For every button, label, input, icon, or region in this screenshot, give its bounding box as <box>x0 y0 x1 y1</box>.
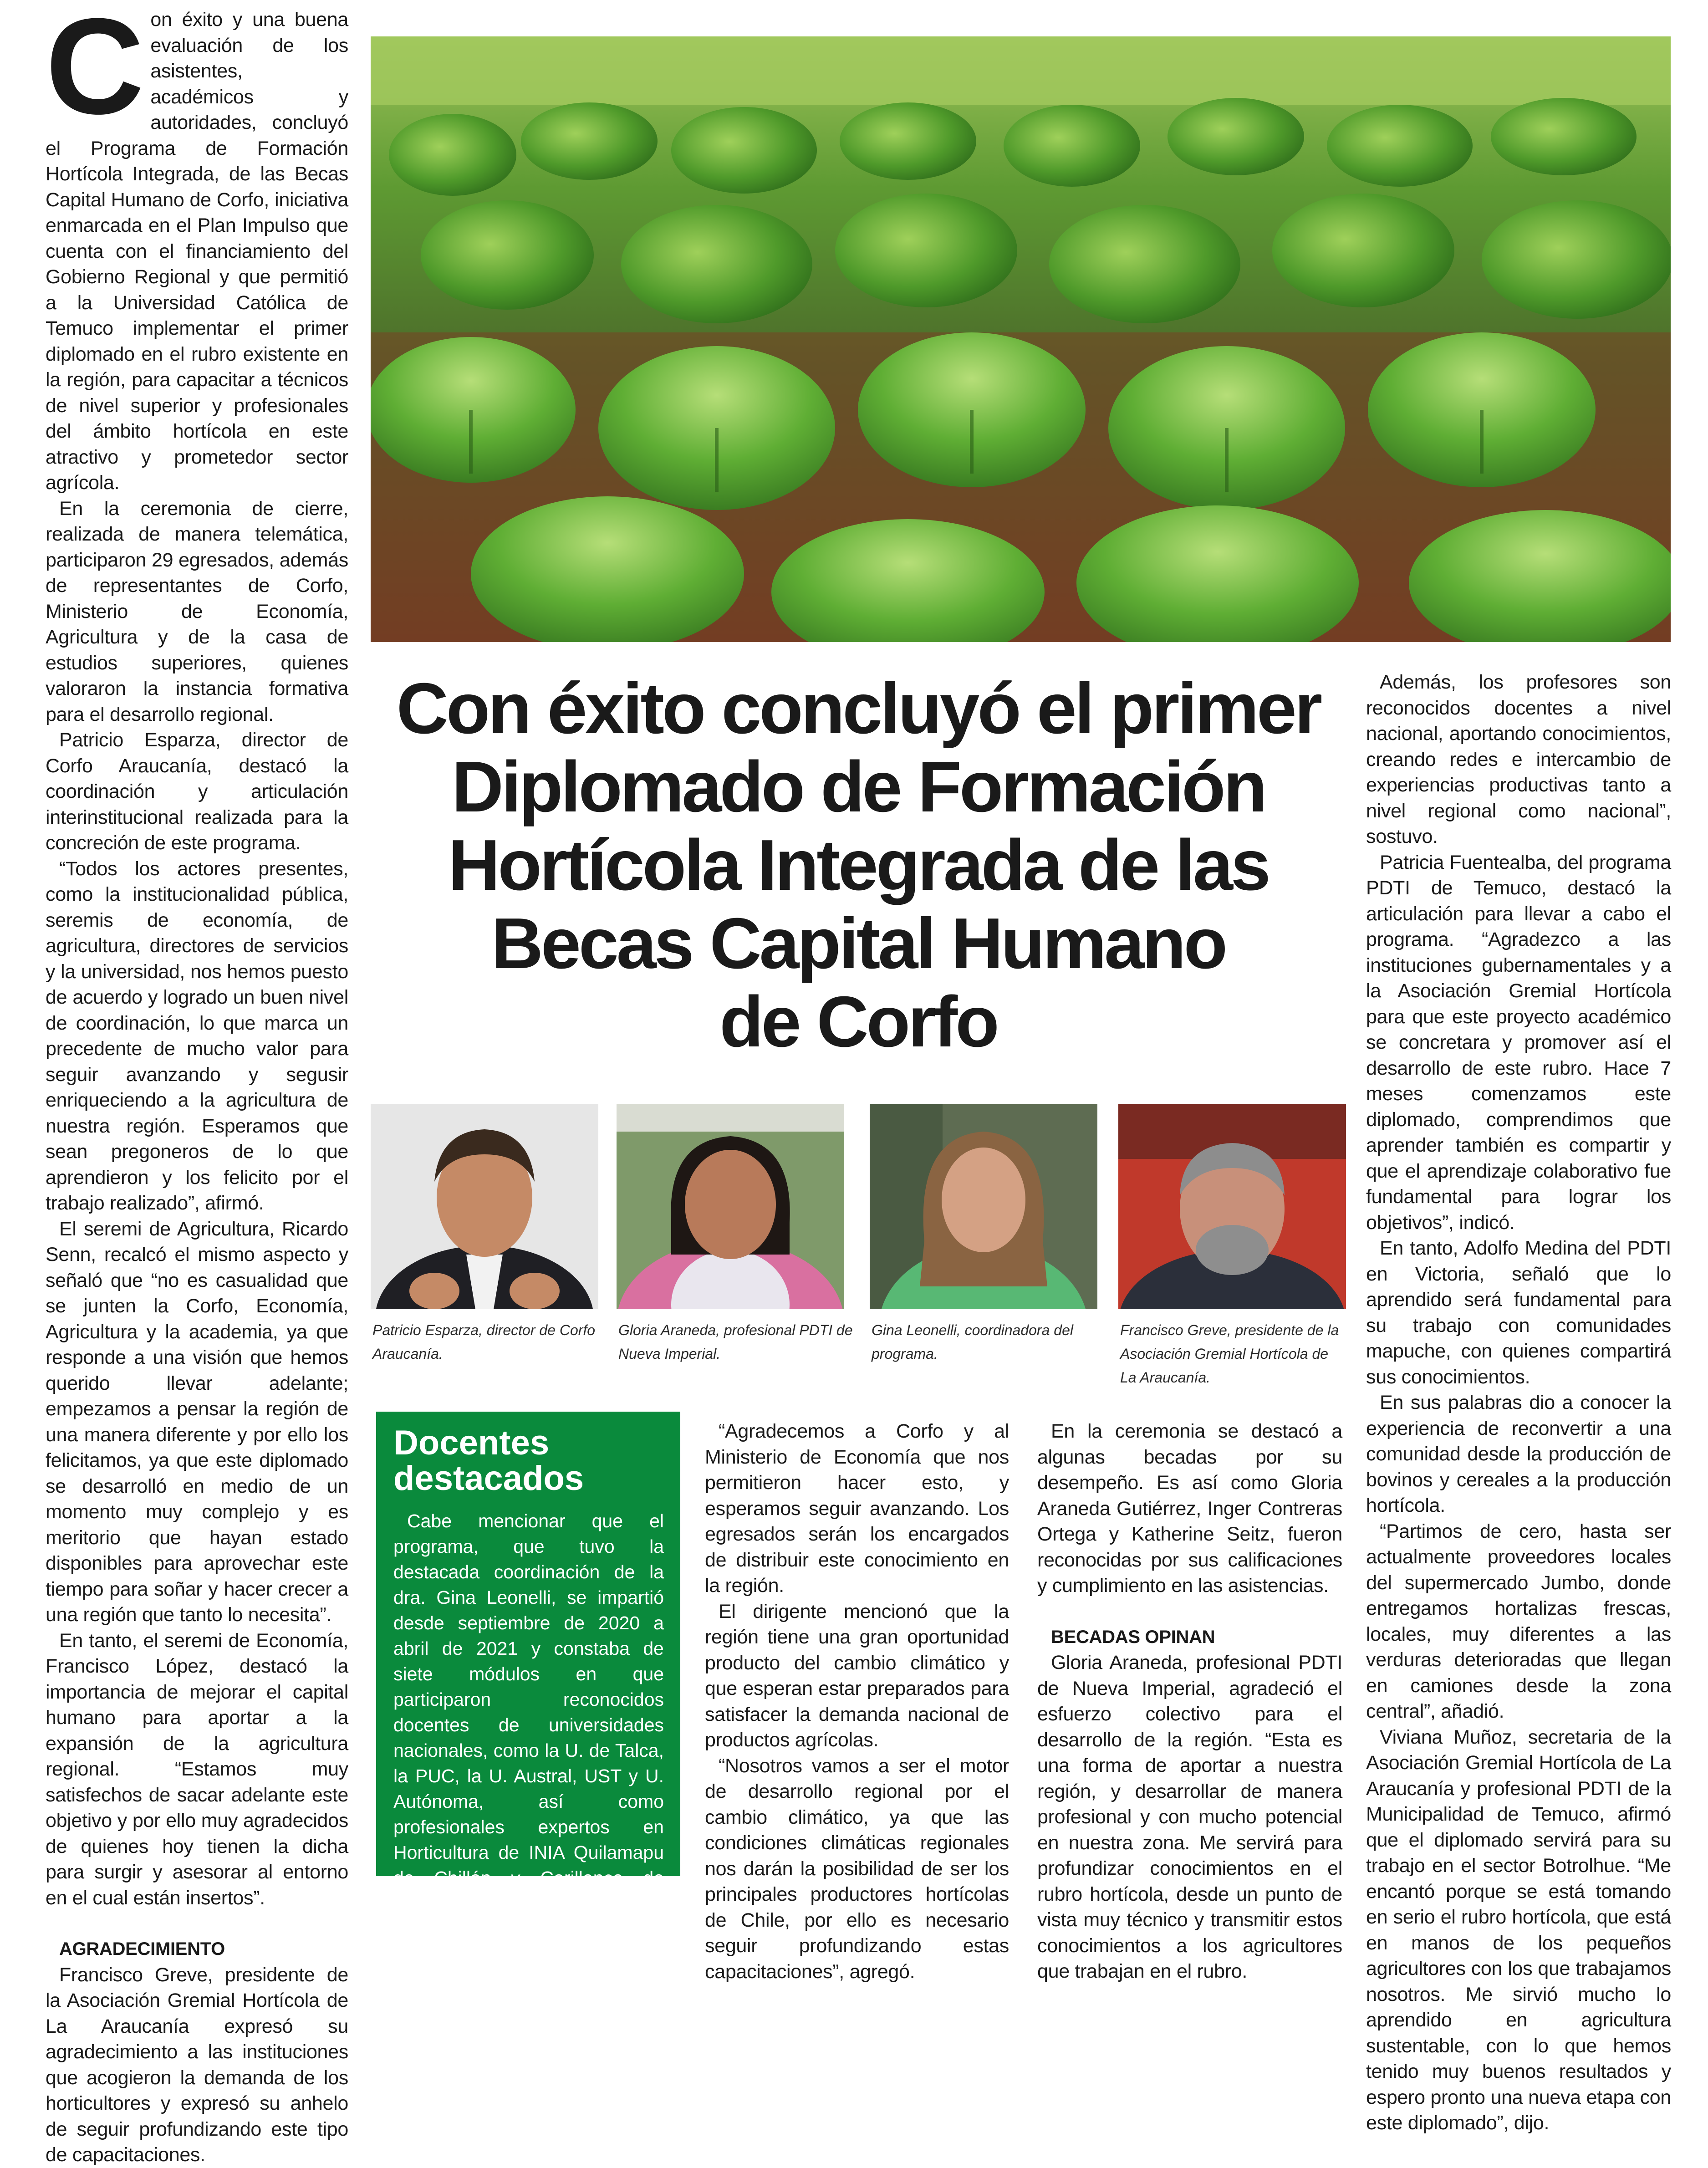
paragraph: El seremi de Agricultura, Ricardo Senn, recalcó el mismo aspecto y señaló que “no es casualidad que se junten la Corfo, Economía, Agricultura y la academia, ya que responde a una visión que hemos querido llevar adelante; empezamos a pensar la región de una manera diferente y por ello los felicitamos, ya que este diplomado se desarrolló en medio de un momento muy complejo y es meritorio que hayan estado disponibles para aprovechar este tiempo para soñar y hacer crecer a una región que tanto lo necesita”. <box>46 1218 348 1626</box>
paragraph: “Nosotros vamos a ser el motor de desarrollo regional por el cambio climático, ya que las condiciones climáticas regionales nos darán la posibilidad de ser los principales productores hortícolas de Chile, por ello es necesario seguir profundizando estas capacitaciones”, agregó. <box>705 1755 1009 1983</box>
paragraph: “Agradecemos a Corfo y al Ministerio de Economía que nos permitieron hacer esto, y esperamos seguir avanzando. Los egresados serán los encargados de distribuir este conocimiento en la región. <box>705 1420 1009 1597</box>
subheading-agradecimiento: AGRADECIMIENTO <box>59 1939 225 1959</box>
paragraph: Patricia Fuentealba, del programa PDTI de Temuco, destacó la articulación para llevar a cabo el programa. “Agradezco a las instituciones gubernamentales y a la Asociación Gremial Hortícola para que este proyecto académico se concretara y promover así el desarrollo de este rubro. Hace 7 meses comenzamos este diplomado, comprendimos que aprender también es compartir y que el aprendizaje colaborativo fue fundamental para lograr los objetivos”, indicó. <box>1366 851 1671 1234</box>
sidebar-title: Docentes destacados <box>393 1423 584 1498</box>
paragraph: Patricio Esparza, director de Corfo Araucanía, destacó la coordinación y articulación interinstitucional realizada para la concreción de este programa. <box>46 729 348 854</box>
article-column-4 <box>1037 1418 1342 1984</box>
paragraph: Francisco Greve, presidente de la Asociación Gremial Hortícola de La Araucanía expresó su agradecimiento a las instituciones que acogieron la demanda de los horticultores y expresó su anhelo de seguir profundizando este tipo de capacitaciones. <box>46 1964 348 2166</box>
drop-cap: C <box>46 0 144 143</box>
paragraph: Además, los profesores son reconocidos docentes a nivel nacional, aportando conocimientos, creando redes e intercambio de experiencias productivas tanto a nivel regional como nacional”, sostuvo. <box>1366 671 1671 847</box>
caption-gina-leonelli: Gina Leonelli, coordinadora del programa. <box>872 1322 1073 1362</box>
paragraph: Gloria Araneda, profesional PDTI de Nueva Imperial, agradeció el esfuerzo colectivo para el desarrollo de la región. “Esta es una forma de aportar a nuestra región, y desarrollar de manera profesional y con mucho potencial en nuestra zona. Me servirá para profundizar conocimientos en el rubro hortícola, desde un punto de vista muy técnico y transmitir estos conocimientos a los agricultores que trabajan en el rubro. <box>1037 1652 1342 1982</box>
paragraph: En sus palabras dio a conocer la experiencia de reconvertir a una comunidad desde la producción de bovinos y cereales a la producción hortícola. <box>1366 1392 1671 1516</box>
main-photo-vegetable-field <box>371 36 1671 642</box>
paragraph: El dirigente mencionó que la región tiene una gran oportunidad producto del cambio climático y que esperan estar preparados para satisfacer la demanda nacional de productos agrícolas. <box>705 1600 1009 1751</box>
paragraph: Viviana Muñoz, secretaria de la Asociación Gremial Hortícola de La Araucanía y profesional PDTI de la Municipalidad de Temuco, afirmó que el diplomado servirá para su trabajo en el sector Botrolhue. “Me encantó porque se está tomando en serio el rubro hortícola, que está en manos de los pequeños agricultores con los que trabajamos nosotros. Me sirvió mucho lo aprendido en agricultura sustentable, con lo que hemos tenido muy buenos resultados y espero pronto una nueva etapa con este diplomado”, dijo. <box>1366 1726 1671 2134</box>
headline-line: Hortícola Integrada de las <box>448 825 1269 905</box>
portrait-patricio-esparza <box>371 1104 598 1309</box>
headline <box>373 669 1343 1061</box>
paragraph: En tanto, el seremi de Economía, Francisco López, destacó la importancia de mejorar el capital humano para aportar a la expansión de la agricultura regional. “Estamos muy satisfechos de sacar adelante este objetivo y por ello muy agradecidos de quienes hoy tienen la dicha para surgir y asesorar al entorno en el cual están insertos”. <box>46 1629 348 1909</box>
portrait-gina-leonelli <box>870 1104 1097 1309</box>
sidebar-body: Cabe mencionar que el programa, que tuvo la destacada coordinación de la dra. Gina Leonelli, se impartió desde septiembre de 2020 a abril de 2021 y constaba de siete módulos en que participaron reconocidos docentes de universidades nacionales, como la U. de Talca, la PUC, la U. Austral, UST y U. Autónoma, así como profesionales expertos en Horticultura de INIA Quilamapu de Chillán y Carillanca de Temuco. <box>393 1510 664 1914</box>
paragraph: En la ceremonia se destacó a algunas becadas por su desempeño. Es así como Gloria Araneda Gutiérrez, Inger Contreras Ortega y Katherine Seitz, fueron reconocidas por sus calificaciones y cumplimiento en las asistencias. <box>1037 1420 1342 1597</box>
headline-line: de Corfo <box>719 982 997 1062</box>
article-column-3 <box>705 1418 1009 1984</box>
headline-line: Becas Capital Humano <box>491 903 1226 984</box>
headline-line: Diplomado de Formación <box>451 747 1265 827</box>
sidebar-box-docentes-destacados <box>376 1412 680 1914</box>
caption-francisco-greve: Francisco Greve, presidente de la Asociación Gremial Hortícola de La Araucanía. <box>1120 1322 1339 1386</box>
lead-paragraph: on éxito y una buena evaluación de los asistentes, académicos y autoridades, concluyó el Programa de Formación Hortícola Integrada, de las Becas Capital Humano de Corfo, iniciativa enmarcada en el Plan Impulso que cuenta con el financiamiento del Gobierno Regional y que permitió a la Universidad Católica de Temuco implementar el primer diplomado en el rubro existente en la región, para capacitar a técnicos de nivel superior y profesionales del ámbito hortícola en este atractivo y prometedor sector agrícola. <box>46 9 348 494</box>
caption-gloria-araneda: Gloria Araneda, profesional PDTI de Nueva Imperial. <box>618 1322 853 1362</box>
caption-patricio-esparza: Patricio Esparza, director de Corfo Araucanía. <box>372 1322 596 1362</box>
article-column-5 <box>1366 669 1671 2136</box>
paragraph: “Partimos de cero, hasta ser actualmente proveedores locales del supermercado Jumbo, donde entregamos hortalizas frescas, locales, muy diferentes a las verduras deterioradas que llegan en camiones desde la zona central”, añadió. <box>1366 1520 1671 1722</box>
headline-line: Con éxito concluyó el primer <box>396 668 1321 749</box>
portrait-gloria-araneda <box>617 1104 844 1309</box>
portrait-francisco-greve <box>1118 1104 1346 1309</box>
article-column-1 <box>46 0 348 2168</box>
paragraph: En la ceremonia de cierre, realizada de manera telemática, participaron 29 egresados, además de representantes de Corfo, Ministerio de Economía, Agricultura y de la casa de estudios superiores, quienes valoraron la instancia formativa para el desarrollo regional. <box>46 497 348 725</box>
paragraph: En tanto, Adolfo Medina del PDTI en Victoria, señaló que lo aprendido será fundamental para su trabajo con comunidades mapuche, con quienes compartirá sus conocimientos. <box>1366 1237 1671 1388</box>
subheading-becadas-opinan: BECADAS OPINAN <box>1051 1627 1215 1647</box>
paragraph: “Todos los actores presentes, como la institucionalidad pública, seremis de economía, de agricultura, directores de servicios y la universidad, nos hemos puesto de acuerdo y logrado un buen nivel de coordinación, lo que marca un precedente de mucho valor para seguir avanzando y segusir enriqueciendo a la agricultura de nuestra región. Esperamos que sean pregoneros de lo que aprendieron y los felicito por el trabajo realizado”, afirmó. <box>46 857 348 1214</box>
